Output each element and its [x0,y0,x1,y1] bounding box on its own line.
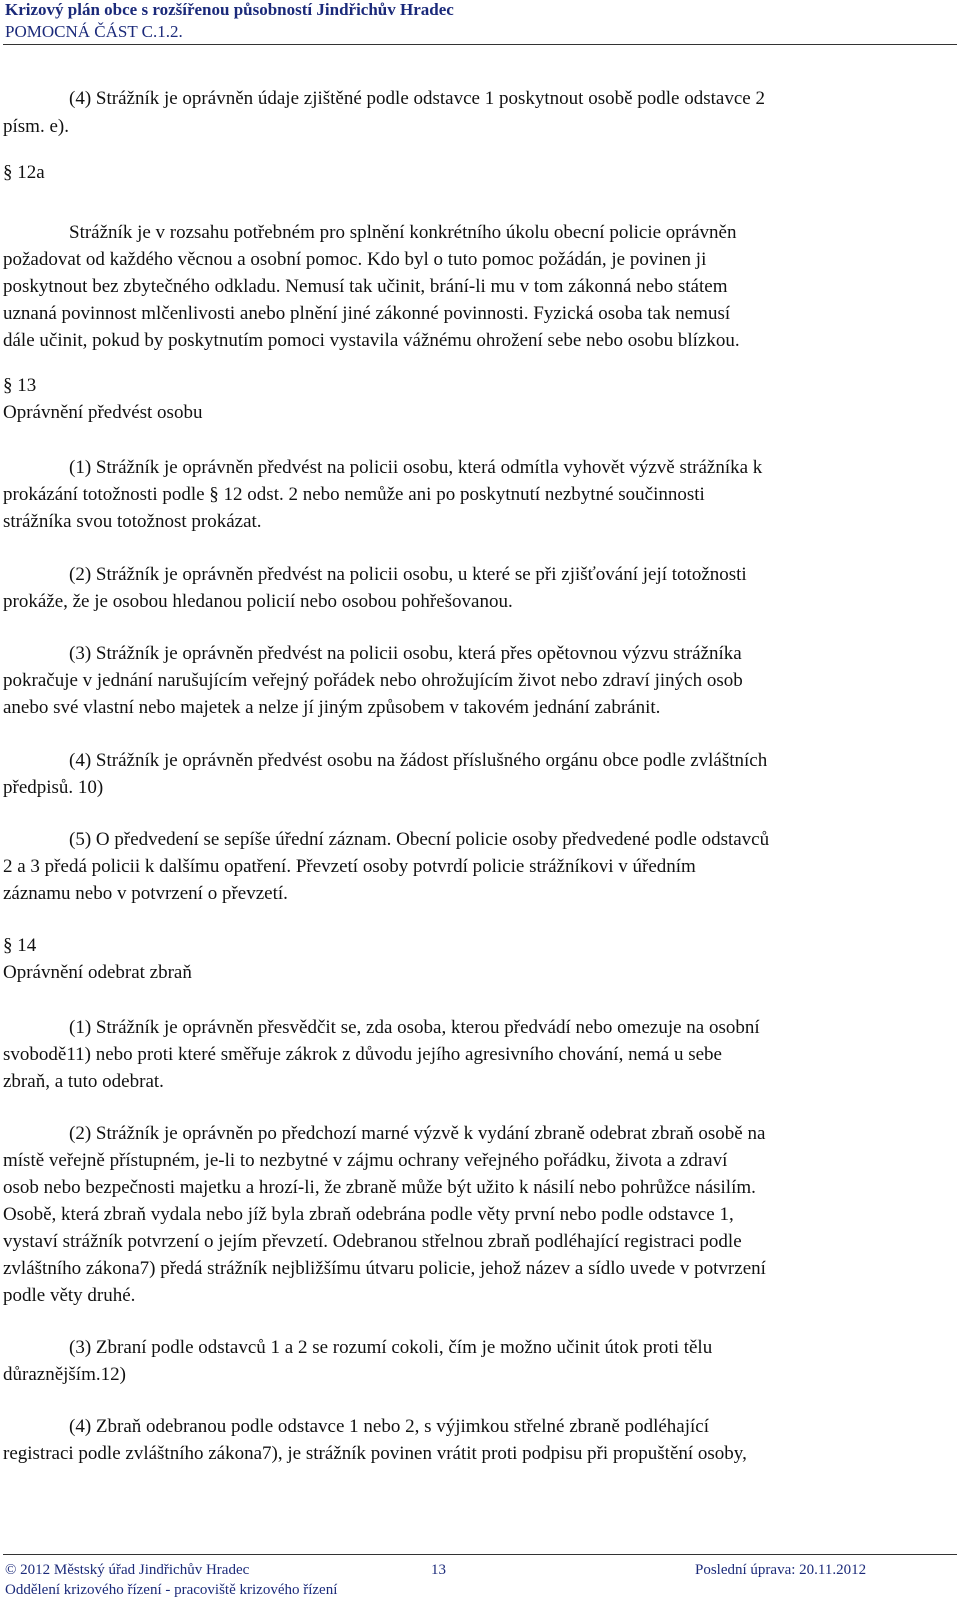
text-line: § 14 [3,935,37,956]
footer-copyright: © 2012 Městský úřad Jindřichův Hradec [5,1562,250,1578]
header-title: Krizový plán obce s rozšířenou působností Jindřichův Hradec [5,0,454,19]
text-line: Strážník je v rozsahu potřebném pro splnění konkrétního úkolu obecní policie oprávněn [69,222,737,243]
text-line: osob nebo bezpečnosti majetku a hrozí-li, že zbraně může být užito k násilí nebo pohrůžce násilím. [3,1177,756,1198]
footer-page-number: 13 [431,1562,446,1578]
text-line: písm. e). [3,116,69,137]
text-line: prokázání totožnosti podle § 12 odst. 2 nebo nemůže ani po poskytnutí nezbytné součinnosti [3,484,705,505]
text-line: (1) Strážník je oprávněn přesvědčit se, zda osoba, kterou předvádí nebo omezuje na osobní [69,1017,760,1038]
text-line: místě veřejně přístupném, je-li to nezbytné v zájmu ochrany veřejného pořádku, života a zdraví [3,1150,728,1171]
text-line: registraci podle zvláštního zákona7), je strážník povinen vrátit proti podpisu při propuštění osoby, [3,1443,747,1464]
text-line: vystaví strážník potvrzení o jejím převzetí. Odebranou střelnou zbraň podléhající registraci podle [3,1231,742,1252]
text-line: (3) Strážník je oprávněn předvést na policii osobu, která přes opětovnou výzvu strážníka [69,643,742,664]
text-line: uznaná povinnost mlčenlivosti anebo plnění jiné zákonné povinnosti. Fyzická osoba tak nemusí [3,303,731,324]
text-line: § 13 [3,375,37,396]
text-line: (4) Strážník je oprávněn údaje zjištěné podle odstavce 1 poskytnout osobě podle odstavce 2 [69,88,765,109]
text-line: podle věty druhé. [3,1285,136,1306]
text-line: Oprávnění odebrat zbraň [3,962,192,983]
footer-last-update: Poslední úprava: 20.11.2012 [695,1562,867,1578]
text-line: 2 a 3 předá policii k dalšímu opatření. Převzetí osoby potvrdí policie strážníkovi v úředním [3,856,696,877]
text-line: strážníka svou totožnost prokázat. [3,511,262,532]
header-divider [3,44,957,45]
text-line: zbraň, a tuto odebrat. [3,1071,164,1092]
text-line: (3) Zbraní podle odstavců 1 a 2 se rozumí cokoli, čím je možno učinit útok proti tělu [69,1337,713,1358]
footer-divider [3,1554,957,1555]
text-line: Osobě, která zbraň vydala nebo jíž byla zbraň odebrána podle věty první nebo podle odstavce 1, [3,1204,734,1225]
text-line: dále učinit, pokud by poskytnutím pomoci vystavila vážnému ohrožení sebe nebo osobu blízkou. [3,330,740,351]
text-line: požadovat od každého věcnou a osobní pomoc. Kdo byl o tuto pomoc požádán, je povinen ji [3,249,707,270]
text-line: Oprávnění předvést osobu [3,402,203,423]
text-line: předpisů. 10) [3,777,104,798]
text-line: důraznějším.12) [3,1364,126,1385]
text-line: (4) Strážník je oprávněn předvést osobu na žádost příslušného orgánu obce podle zvláštních [69,750,768,771]
text-line: anebo své vlastní nebo majetek a nelze jí jiným způsobem v takovém jednání zabránit. [3,697,661,718]
header-subtitle: POMOCNÁ ČÁST C.1.2. [5,22,183,41]
text-line: poskytnout bez zbytečného odkladu. Nemusí tak učinit, brání-li mu v tom zákonná nebo státem [3,276,728,297]
text-line: svobodě11) nebo proti které směřuje zákrok z důvodu jejího agresivního chování, nemá u sebe [3,1044,722,1065]
text-line: prokáže, že je osobou hledanou policií nebo osobou pohřešovanou. [3,591,513,612]
text-line: (4) Zbraň odebranou podle odstavce 1 nebo 2, s výjimkou střelné zbraně podléhající [69,1416,709,1437]
text-line: pokračuje v jednání narušujícím veřejný pořádek nebo ohrožujícím život nebo zdraví jiných osob [3,670,743,691]
text-line: záznamu nebo v potvrzení o převzetí. [3,883,288,904]
text-line: § 12a [3,162,45,183]
text-line: (2) Strážník je oprávněn předvést na policii osobu, u které se při zjišťování její totožnosti [69,564,747,585]
text-line: zvláštního zákona7) předá strážník nejbližšímu útvaru policie, jehož název a sídlo uvede v potvrzení [3,1258,766,1279]
footer-department: Oddělení krizového řízení - pracoviště krizového řízení [5,1582,338,1598]
text-line: (2) Strážník je oprávněn po předchozí marné výzvě k vydání zbraně odebrat zbraň osobě na [69,1123,766,1144]
text-line: (1) Strážník je oprávněn předvést na policii osobu, která odmítla vyhovět výzvě strážníka k [69,457,763,478]
text-line: (5) O předvedení se sepíše úřední záznam. Obecní policie osoby předvedené podle odstavců [69,829,770,850]
